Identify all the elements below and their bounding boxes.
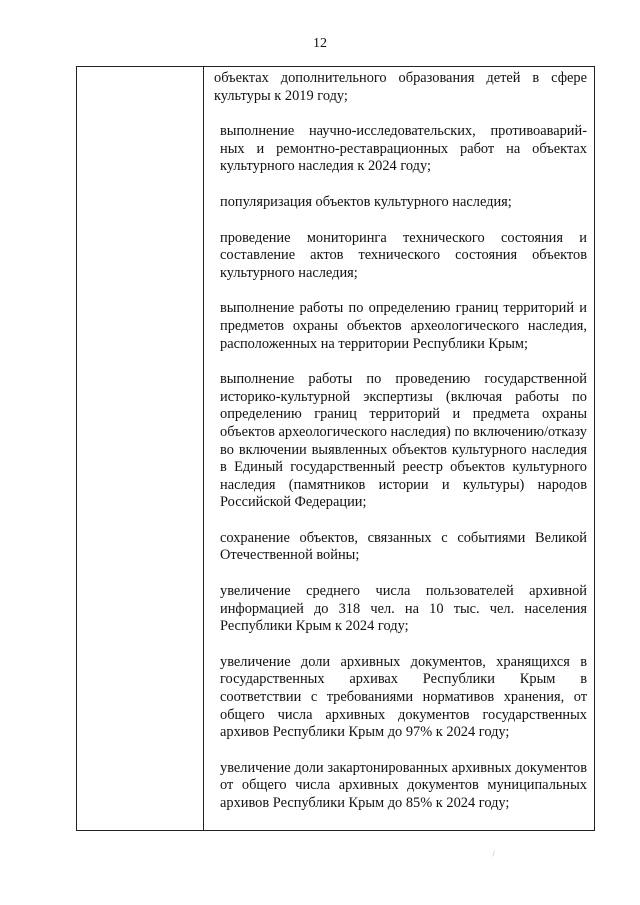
list-item: сохранение объектов, связанных с событиями Великой Отечественной войны; — [220, 529, 587, 564]
list-item: популяризация объектов культурного наследия; — [220, 193, 512, 210]
content-table — [76, 66, 595, 831]
list-item: увеличение среднего числа пользователей архивной информацией до 318 чел. на 10 тыс. чел. населения Республики Крым к 2024 году; — [220, 583, 587, 635]
scan-mark-icon: ⁄ — [491, 849, 496, 858]
table-right-cell — [204, 67, 594, 830]
list-item: увеличение доли закартонированных архивных документов от общего числа архивных документов муниципальных архивов Республики Крым до 85% к 2024 году; — [220, 759, 587, 811]
table-left-cell — [77, 67, 204, 830]
list-item: увеличение доли архивных документов, хранящихся в государственных архивах Республики Крым в соответствии с требованиями нормативов хранения, от общего числа архивных документов государственных архивов Республики Крым до 97% к 2024 году; — [220, 653, 587, 741]
list-item: проведение мониторинга технического состояния и составление актов технического состояния объектов культурного наследия; — [220, 229, 587, 281]
list-item: выполнение научно-исследовательских, противоаварий-ных и ремонтно-реставрационных работ на объектах культурного наследия к 2024 году; — [220, 123, 587, 175]
page-number: 12 — [313, 36, 327, 51]
list-item: выполнение работы по проведению государственной историко-культурной экспертизы (включая работы по определению границ территорий и предмета охраны объектов археологического наследия) по включению/отказу во включении выявленных объектов культурного наследия в Единый государственный реестр объектов культурного наследия (памятников истории и культуры) народов Российской Федерации; — [220, 371, 587, 511]
list-item: объектах дополнительного образования детей в сфере культуры к 2019 году; — [214, 70, 587, 104]
list-item: выполнение работы по определению границ территорий и предметов охраны объектов археологического наследия, расположенных на территории Республики Крым; — [220, 300, 587, 352]
